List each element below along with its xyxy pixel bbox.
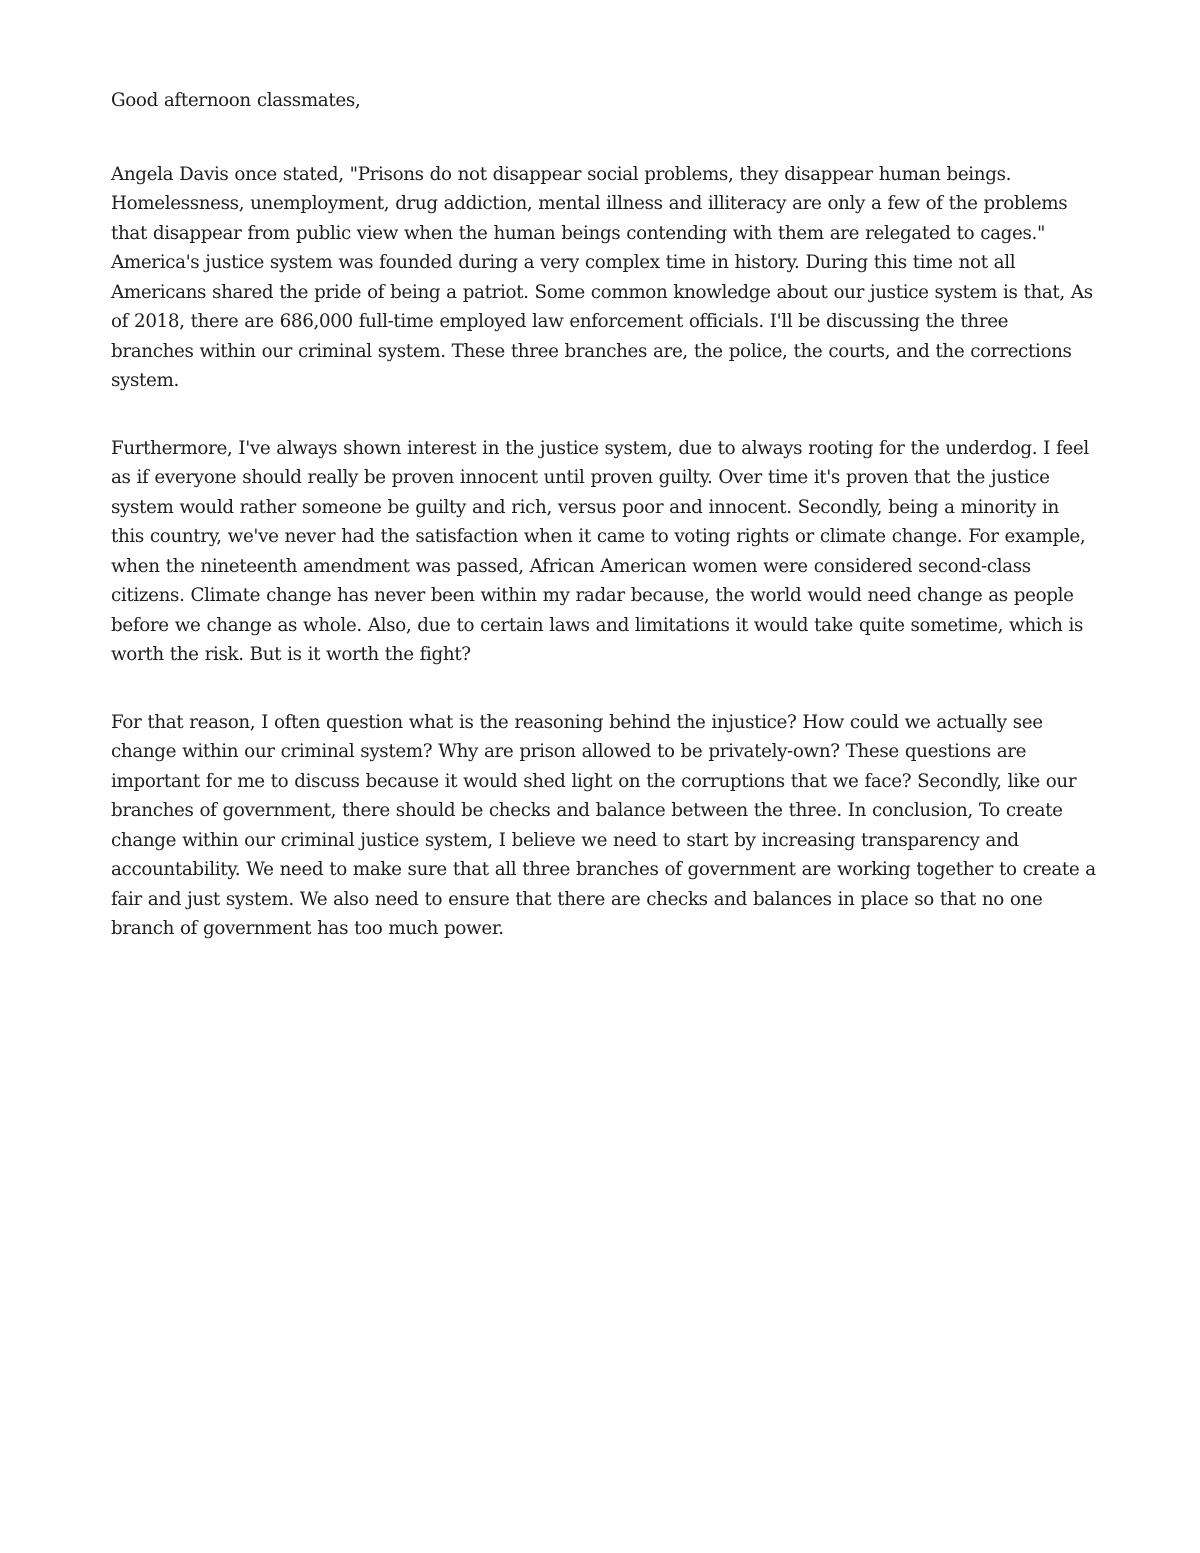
document-body [111,86,1096,982]
paragraph-intro: Angela Davis once stated, "Prisons do not disappear social problems, they disappear human beings. Homelessness, unemployment, drug addiction, mental illness and illiteracy are only a few of the problems that disappear from public view when the human beings contending with them are relegated to cages." America's justice system was founded during a very complex time in history. During this time not all Americans shared the pride of being a patriot. Some common knowledge about our justice system is that, As of 2018, there are 686,000 full-time employed law enforcement officials. I'll be discussing the three branches within our criminal system. These three branches are, the police, the courts, and the corrections system. [111,163,1093,391]
greeting-line: Good afternoon classmates, [111,90,361,111]
paragraph-interest: Furthermore, I've always shown interest in the justice system, due to always rooting for the underdog. I feel as if everyone should really be proven innocent until proven guilty. Over time it's proven that the justice system would rather someone be guilty and rich, versus poor and innocent. Secondly, being a minority in this country, we've never had the satisfaction when it came to voting rights or climate change. For example, when the nineteenth amendment was passed, African American women were considered second-class citizens. Climate change has never been within my radar because, the world would need change as people before we change as whole. Also, due to certain laws and limitations it would take quite sometime, which is worth the risk. But is it worth the fight? [111,437,1089,665]
paragraph-conclusion: For that reason, I often question what is the reasoning behind the injustice? How could we actually see change within our criminal system? Why are prison allowed to be privately-own? These questions are important for me to discuss because it would shed light on the corruptions that we face? Secondly, like our branches of government, there should be checks and balance between the three. In conclusion, To create change within our criminal justice system, I believe we need to start by increasing transparency and accountability. We need to make sure that all three branches of government are working together to create a fair and just system. We also need to ensure that there are checks and balances in place so that no one branch of government has too much power. [111,711,1096,939]
